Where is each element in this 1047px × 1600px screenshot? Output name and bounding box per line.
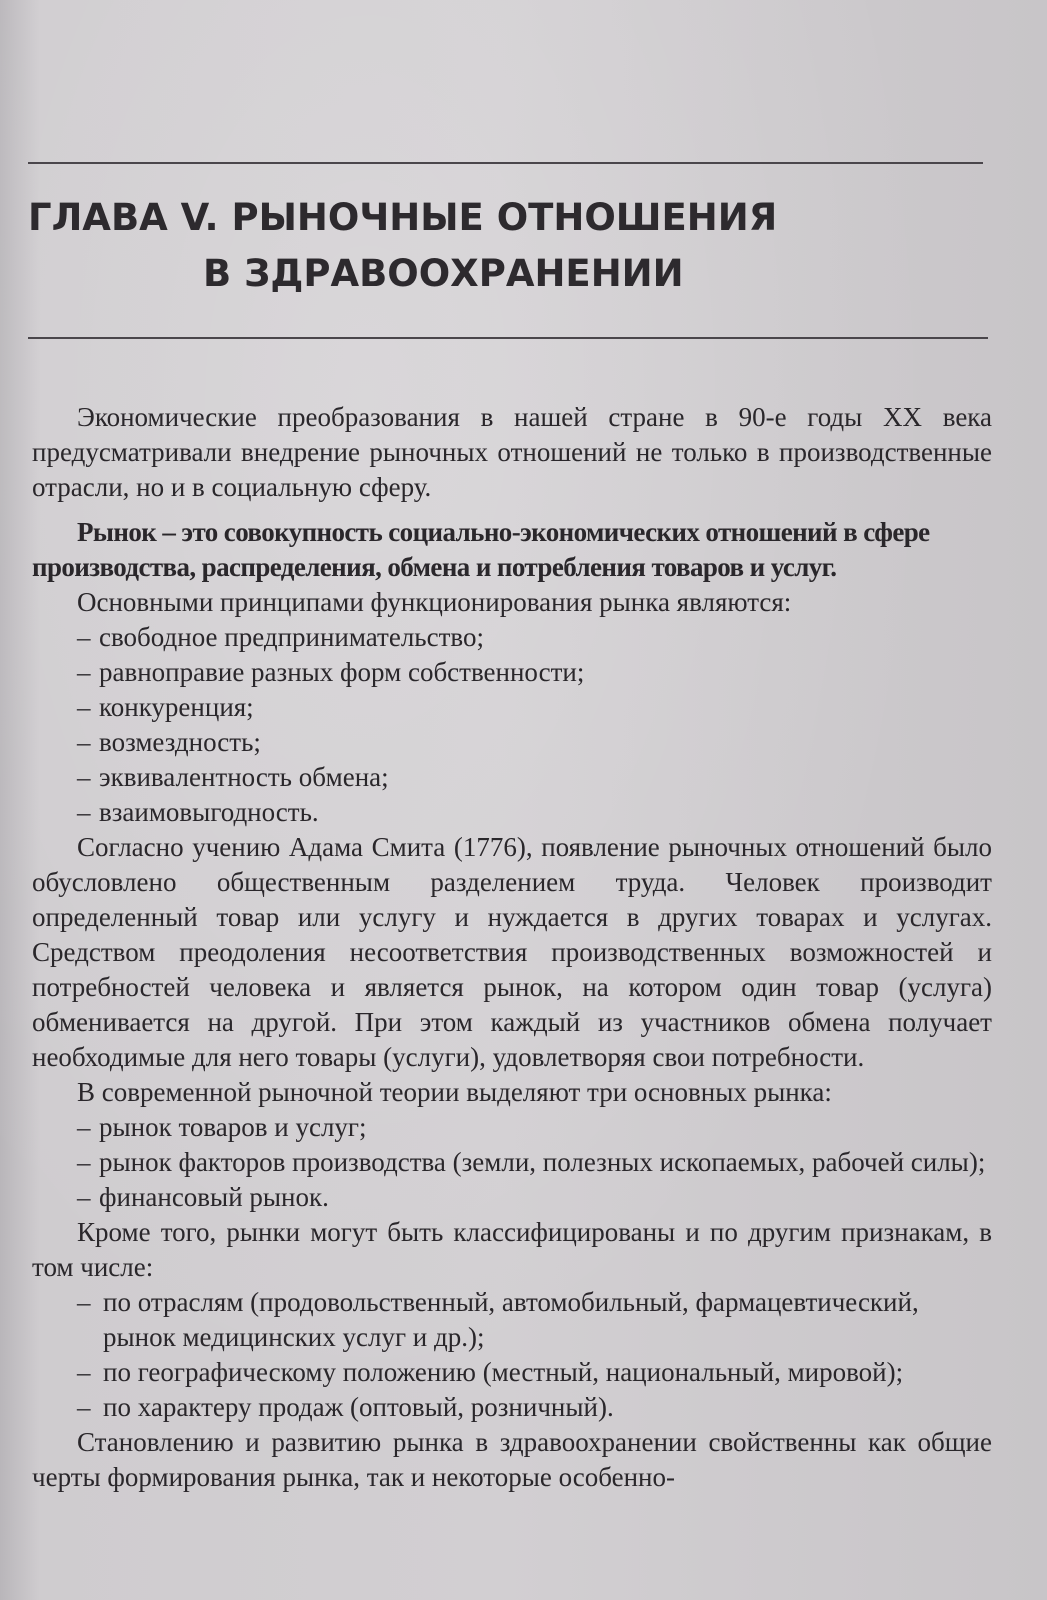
intro-paragraph: Экономические преобразования в нашей стране в 90-е годы XX века предусматривали внедрение рыночных отношений не только в производственные отрасли, но и в социальную сферу. — [32, 402, 992, 502]
list-item: – финансовый рынок. — [77, 1180, 992, 1215]
list-item: – эквивалентность обмена; — [77, 760, 992, 795]
principles-intro: Основными принципами функционирования рынка являются: — [77, 587, 792, 617]
market-definition: Рынок – это совокупность социально-экономических отношений в сфере производства, распределения, обмена и потребления товаров и услуг. — [32, 517, 930, 582]
list-item: – взаимовыгодность. — [77, 795, 992, 830]
smith-paragraph: Согласно учению Адама Смита (1776), появление рыночных отношений было обусловлено общественным разделением труда. Человек производит определенный товар или услугу и нуждается в других товарах и услугах. Средством преодоления несоответствия производственных возможностей и потребностей человека и является рынок, на котором один товар (услуга) обменивается на другой. При этом каждый из участников обмена получает необходимые для него товары (услуги), удовлетворяя свои потребности. — [32, 832, 992, 1072]
classify-list — [32, 1285, 992, 1425]
markets-intro: В современной рыночной теории выделяют три основных рынка: — [77, 1077, 832, 1107]
markets-list — [32, 1110, 992, 1215]
list-item: – рынок факторов производства (земли, полезных ископаемых, рабочей силы); — [77, 1145, 992, 1180]
closing-paragraph: Становлению и развитию рынка в здравоохранении свойственны как общие черты формирования рынка, так и некоторые особенно- — [32, 1427, 992, 1492]
chapter-body — [32, 400, 992, 1495]
chapter-title-line-1: ГЛАВА V. РЫНОЧНЫЕ ОТНОШЕНИЯ — [28, 196, 778, 239]
bottom-divider-line — [28, 337, 988, 339]
list-item: – по характеру продаж (оптовый, розничный). — [77, 1390, 992, 1425]
principles-list — [32, 620, 992, 830]
chapter-title — [28, 190, 988, 302]
top-divider-line — [28, 162, 983, 164]
list-item: – по отраслям (продовольственный, автомобильный, фармацевтический, рынок медицинских услуг и др.); — [77, 1285, 992, 1355]
list-item: – по географическому положению (местный, национальный, мировой); — [77, 1355, 992, 1390]
list-item: – возмездность; — [77, 725, 992, 760]
classify-intro: Кроме того, рынки могут быть классифицированы и по другим признакам, в том числе: — [32, 1217, 992, 1282]
list-item: – рынок товаров и услуг; — [77, 1110, 992, 1145]
list-item: – свободное предпринимательство; — [77, 620, 992, 655]
chapter-title-line-2: В ЗДРАВООХРАНЕНИИ — [203, 252, 684, 295]
list-item: – равноправие разных форм собственности; — [77, 655, 992, 690]
list-item: – конкуренция; — [77, 690, 992, 725]
